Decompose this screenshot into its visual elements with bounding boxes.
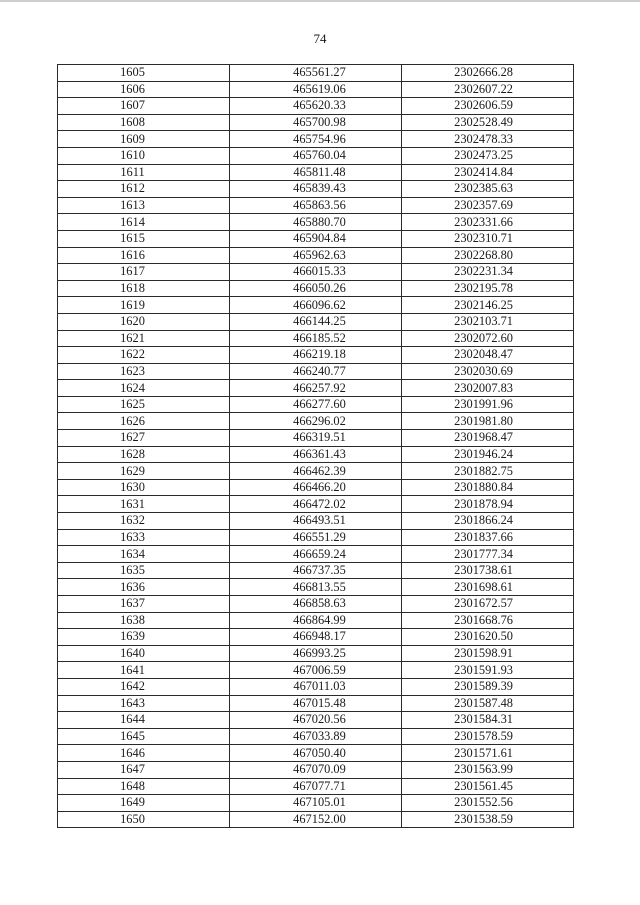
- y-coordinate-cell: 2301563.99: [402, 761, 574, 778]
- x-coordinate-cell: 466993.25: [230, 645, 402, 662]
- x-coordinate-cell: 466185.52: [230, 330, 402, 347]
- point-number-cell: 1607: [58, 98, 230, 115]
- y-coordinate-cell: 2301668.76: [402, 612, 574, 629]
- table-row: [58, 446, 574, 463]
- y-coordinate-cell: 2301598.91: [402, 645, 574, 662]
- y-coordinate-cell: 2301561.45: [402, 778, 574, 795]
- table-row: [58, 330, 574, 347]
- page-number: 74: [313, 31, 327, 46]
- x-coordinate-cell: 465962.63: [230, 247, 402, 264]
- point-number-cell: 1648: [58, 778, 230, 795]
- table-row: [58, 579, 574, 596]
- point-number-cell: 1630: [58, 479, 230, 496]
- y-coordinate-cell: 2302606.59: [402, 98, 574, 115]
- y-coordinate-cell: 2301738.61: [402, 562, 574, 579]
- x-coordinate-cell: 466813.55: [230, 579, 402, 596]
- y-coordinate-cell: 2302007.83: [402, 380, 574, 397]
- table-row: [58, 811, 574, 828]
- x-coordinate-cell: 466858.63: [230, 596, 402, 613]
- table-row: [58, 413, 574, 430]
- coordinates-table-body: [58, 65, 574, 828]
- x-coordinate-cell: 465839.43: [230, 181, 402, 198]
- table-row: [58, 645, 574, 662]
- x-coordinate-cell: 466948.17: [230, 629, 402, 646]
- table-row: [58, 678, 574, 695]
- y-coordinate-cell: 2301571.61: [402, 745, 574, 762]
- x-coordinate-cell: 467105.01: [230, 795, 402, 812]
- point-number-cell: 1618: [58, 280, 230, 297]
- x-coordinate-cell: 465880.70: [230, 214, 402, 231]
- point-number-cell: 1643: [58, 695, 230, 712]
- x-coordinate-cell: 466361.43: [230, 446, 402, 463]
- x-coordinate-cell: 466551.29: [230, 529, 402, 546]
- page-top-edge: [0, 0, 640, 2]
- point-number-cell: 1621: [58, 330, 230, 347]
- table-row: [58, 712, 574, 729]
- y-coordinate-cell: 2302310.71: [402, 230, 574, 247]
- point-number-cell: 1611: [58, 164, 230, 181]
- point-number-cell: 1609: [58, 131, 230, 148]
- y-coordinate-cell: 2302385.63: [402, 181, 574, 198]
- table-row: [58, 81, 574, 98]
- x-coordinate-cell: 466462.39: [230, 463, 402, 480]
- point-number-cell: 1637: [58, 596, 230, 613]
- x-coordinate-cell: 465904.84: [230, 230, 402, 247]
- x-coordinate-cell: 465561.27: [230, 65, 402, 82]
- table-row: [58, 131, 574, 148]
- y-coordinate-cell: 2302478.33: [402, 131, 574, 148]
- point-number-cell: 1642: [58, 678, 230, 695]
- x-coordinate-cell: 466296.02: [230, 413, 402, 430]
- table-row: [58, 562, 574, 579]
- y-coordinate-cell: 2301589.39: [402, 678, 574, 695]
- point-number-cell: 1612: [58, 181, 230, 198]
- x-coordinate-cell: 466015.33: [230, 264, 402, 281]
- y-coordinate-cell: 2302103.71: [402, 313, 574, 330]
- point-number-cell: 1608: [58, 114, 230, 131]
- x-coordinate-cell: 466737.35: [230, 562, 402, 579]
- table-row: [58, 363, 574, 380]
- point-number-cell: 1639: [58, 629, 230, 646]
- x-coordinate-cell: 465811.48: [230, 164, 402, 181]
- point-number-cell: 1640: [58, 645, 230, 662]
- point-number-cell: 1649: [58, 795, 230, 812]
- y-coordinate-cell: 2302268.80: [402, 247, 574, 264]
- y-coordinate-cell: 2302331.66: [402, 214, 574, 231]
- y-coordinate-cell: 2302195.78: [402, 280, 574, 297]
- table-row: [58, 280, 574, 297]
- x-coordinate-cell: 466472.02: [230, 496, 402, 513]
- x-coordinate-cell: 466493.51: [230, 513, 402, 530]
- point-number-cell: 1650: [58, 811, 230, 828]
- y-coordinate-cell: 2301672.57: [402, 596, 574, 613]
- point-number-cell: 1628: [58, 446, 230, 463]
- x-coordinate-cell: 466240.77: [230, 363, 402, 380]
- table-row: [58, 181, 574, 198]
- x-coordinate-cell: 466050.26: [230, 280, 402, 297]
- point-number-cell: 1619: [58, 297, 230, 314]
- x-coordinate-cell: 465754.96: [230, 131, 402, 148]
- y-coordinate-cell: 2302607.22: [402, 81, 574, 98]
- x-coordinate-cell: 466659.24: [230, 546, 402, 563]
- coordinates-table: [57, 64, 574, 828]
- table-row: [58, 695, 574, 712]
- point-number-cell: 1610: [58, 147, 230, 164]
- table-row: [58, 479, 574, 496]
- y-coordinate-cell: 2302473.25: [402, 147, 574, 164]
- point-number-cell: 1613: [58, 197, 230, 214]
- point-number-cell: 1627: [58, 430, 230, 447]
- point-number-cell: 1615: [58, 230, 230, 247]
- y-coordinate-cell: 2301584.31: [402, 712, 574, 729]
- point-number-cell: 1644: [58, 712, 230, 729]
- x-coordinate-cell: 466319.51: [230, 430, 402, 447]
- x-coordinate-cell: 467033.89: [230, 728, 402, 745]
- y-coordinate-cell: 2302231.34: [402, 264, 574, 281]
- x-coordinate-cell: 467152.00: [230, 811, 402, 828]
- table-row: [58, 513, 574, 530]
- point-number-cell: 1605: [58, 65, 230, 82]
- y-coordinate-cell: 2301620.50: [402, 629, 574, 646]
- point-number-cell: 1623: [58, 363, 230, 380]
- y-coordinate-cell: 2301777.34: [402, 546, 574, 563]
- y-coordinate-cell: 2301878.94: [402, 496, 574, 513]
- point-number-cell: 1634: [58, 546, 230, 563]
- table-row: [58, 313, 574, 330]
- point-number-cell: 1614: [58, 214, 230, 231]
- table-row: [58, 396, 574, 413]
- y-coordinate-cell: 2301837.66: [402, 529, 574, 546]
- x-coordinate-cell: 466864.99: [230, 612, 402, 629]
- point-number-cell: 1633: [58, 529, 230, 546]
- y-coordinate-cell: 2301587.48: [402, 695, 574, 712]
- table-row: [58, 529, 574, 546]
- y-coordinate-cell: 2301538.59: [402, 811, 574, 828]
- point-number-cell: 1620: [58, 313, 230, 330]
- x-coordinate-cell: 465619.06: [230, 81, 402, 98]
- table-row: [58, 546, 574, 563]
- y-coordinate-cell: 2302048.47: [402, 347, 574, 364]
- point-number-cell: 1631: [58, 496, 230, 513]
- table-row: [58, 65, 574, 82]
- y-coordinate-cell: 2302666.28: [402, 65, 574, 82]
- y-coordinate-cell: 2301578.59: [402, 728, 574, 745]
- x-coordinate-cell: 466277.60: [230, 396, 402, 413]
- point-number-cell: 1625: [58, 396, 230, 413]
- x-coordinate-cell: 466096.62: [230, 297, 402, 314]
- x-coordinate-cell: 467050.40: [230, 745, 402, 762]
- point-number-cell: 1636: [58, 579, 230, 596]
- x-coordinate-cell: 465620.33: [230, 98, 402, 115]
- y-coordinate-cell: 2301880.84: [402, 479, 574, 496]
- table-row: [58, 745, 574, 762]
- point-number-cell: 1624: [58, 380, 230, 397]
- table-row: [58, 795, 574, 812]
- point-number-cell: 1641: [58, 662, 230, 679]
- y-coordinate-cell: 2302072.60: [402, 330, 574, 347]
- table-row: [58, 380, 574, 397]
- table-row: [58, 496, 574, 513]
- x-coordinate-cell: 467070.09: [230, 761, 402, 778]
- table-row: [58, 778, 574, 795]
- table-row: [58, 761, 574, 778]
- point-number-cell: 1632: [58, 513, 230, 530]
- x-coordinate-cell: 465760.04: [230, 147, 402, 164]
- table-row: [58, 463, 574, 480]
- table-row: [58, 98, 574, 115]
- y-coordinate-cell: 2301981.80: [402, 413, 574, 430]
- y-coordinate-cell: 2301968.47: [402, 430, 574, 447]
- y-coordinate-cell: 2301882.75: [402, 463, 574, 480]
- table-row: [58, 214, 574, 231]
- x-coordinate-cell: 467020.56: [230, 712, 402, 729]
- point-number-cell: 1638: [58, 612, 230, 629]
- point-number-cell: 1629: [58, 463, 230, 480]
- x-coordinate-cell: 466144.25: [230, 313, 402, 330]
- y-coordinate-cell: 2301591.93: [402, 662, 574, 679]
- y-coordinate-cell: 2301866.24: [402, 513, 574, 530]
- y-coordinate-cell: 2302528.49: [402, 114, 574, 131]
- x-coordinate-cell: 466466.20: [230, 479, 402, 496]
- table-row: [58, 164, 574, 181]
- table-row: [58, 297, 574, 314]
- x-coordinate-cell: 467077.71: [230, 778, 402, 795]
- point-number-cell: 1635: [58, 562, 230, 579]
- point-number-cell: 1645: [58, 728, 230, 745]
- table-row: [58, 147, 574, 164]
- table-row: [58, 430, 574, 447]
- point-number-cell: 1622: [58, 347, 230, 364]
- y-coordinate-cell: 2302030.69: [402, 363, 574, 380]
- table-row: [58, 612, 574, 629]
- table-row: [58, 230, 574, 247]
- y-coordinate-cell: 2302146.25: [402, 297, 574, 314]
- x-coordinate-cell: 466219.18: [230, 347, 402, 364]
- x-coordinate-cell: 465700.98: [230, 114, 402, 131]
- table-row: [58, 347, 574, 364]
- table-row: [58, 247, 574, 264]
- x-coordinate-cell: 465863.56: [230, 197, 402, 214]
- y-coordinate-cell: 2302357.69: [402, 197, 574, 214]
- y-coordinate-cell: 2301552.56: [402, 795, 574, 812]
- table-row: [58, 596, 574, 613]
- table-row: [58, 114, 574, 131]
- table-row: [58, 629, 574, 646]
- point-number-cell: 1606: [58, 81, 230, 98]
- table-row: [58, 264, 574, 281]
- y-coordinate-cell: 2301991.96: [402, 396, 574, 413]
- point-number-cell: 1626: [58, 413, 230, 430]
- point-number-cell: 1617: [58, 264, 230, 281]
- x-coordinate-cell: 467006.59: [230, 662, 402, 679]
- table-row: [58, 728, 574, 745]
- x-coordinate-cell: 467015.48: [230, 695, 402, 712]
- x-coordinate-cell: 467011.03: [230, 678, 402, 695]
- table-row: [58, 197, 574, 214]
- y-coordinate-cell: 2301698.61: [402, 579, 574, 596]
- point-number-cell: 1647: [58, 761, 230, 778]
- y-coordinate-cell: 2302414.84: [402, 164, 574, 181]
- y-coordinate-cell: 2301946.24: [402, 446, 574, 463]
- point-number-cell: 1616: [58, 247, 230, 264]
- table-row: [58, 662, 574, 679]
- point-number-cell: 1646: [58, 745, 230, 762]
- x-coordinate-cell: 466257.92: [230, 380, 402, 397]
